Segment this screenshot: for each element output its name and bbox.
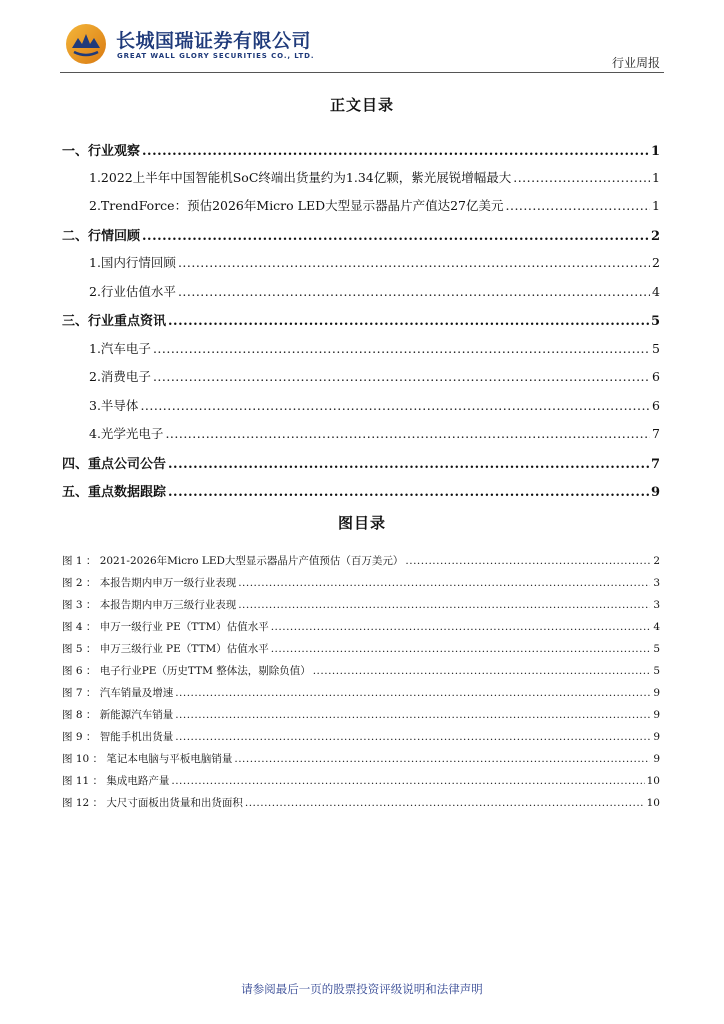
figure-entry-label: 图 12 ： 大尺寸面板出货量和出货面积 [62, 797, 243, 809]
toc-entry-label: 3.半导体 [89, 398, 139, 413]
toc-entry[interactable] [89, 282, 660, 300]
page-footer-disclaimer: 请参阅最后一页的股票投资评级说明和法律声明 [241, 982, 483, 996]
toc-entry-page: 5 [652, 341, 660, 356]
toc-entry-label: 二、行情回顾 [62, 229, 141, 244]
great-wall-logo-icon [64, 22, 108, 66]
figure-entry-label: 图 3 ： 本报告期内申万三级行业表现 [62, 599, 237, 611]
toc-entry-page: 1 [652, 170, 660, 185]
company-name-en: GREAT WALL GLORY SECURITIES CO., LTD. [117, 52, 315, 60]
dot-leader [153, 341, 650, 356]
figure-entry[interactable] [62, 751, 660, 766]
figure-entry-label: 图 8 ： 新能源汽车销量 [62, 709, 174, 721]
dot-leader [271, 643, 650, 655]
dot-leader [175, 731, 650, 743]
toc-entry-label: 2.行业估值水平 [89, 284, 176, 299]
figure-entry[interactable] [62, 619, 660, 634]
toc-entry-page: 2 [652, 255, 660, 270]
dot-leader [175, 709, 650, 721]
figure-entry-page: 9 [653, 687, 660, 699]
figure-entry[interactable] [62, 773, 660, 788]
toc-entry[interactable] [62, 225, 660, 244]
figure-entry[interactable] [62, 685, 660, 700]
figure-entry[interactable] [62, 707, 660, 722]
toc-entry-label: 2.TrendForce：预估2026年Micro LED大型显示器晶片产值达27亿美元 [89, 198, 504, 213]
toc-entry[interactable] [89, 253, 660, 271]
dot-leader [171, 775, 644, 787]
toc-entry-page: 1 [650, 144, 660, 159]
header-divider [60, 72, 664, 73]
dot-leader [140, 398, 650, 413]
dot-leader [513, 170, 650, 185]
figure-entry-label: 图 6 ： 电子行业PE（历史TTM 整体法，剔除负值） [62, 665, 311, 677]
toc-entry-label: 一、行业观察 [62, 144, 141, 159]
toc-entry-label: 4.光学光电子 [89, 426, 164, 441]
figure-entry-page: 5 [653, 643, 660, 655]
figure-entry-page: 9 [653, 731, 660, 743]
document-type: 行业周报 [611, 56, 660, 70]
toc-title: 正文目录 [329, 96, 394, 114]
figure-entry-label: 图 2 ： 本报告期内申万一级行业表现 [62, 577, 237, 589]
figure-entry[interactable] [62, 795, 660, 810]
figure-entry-page: 10 [646, 775, 660, 787]
toc-entry-label: 五、重点数据跟踪 [62, 485, 167, 500]
figure-toc-title: 图目录 [337, 514, 386, 532]
dot-leader [142, 229, 649, 244]
dot-leader [142, 144, 649, 159]
dot-leader [165, 426, 650, 441]
toc-entry[interactable] [62, 453, 660, 472]
toc-entry-page: 5 [650, 314, 660, 329]
toc-entry-label: 2.消费电子 [89, 369, 151, 384]
dot-leader [238, 577, 650, 589]
dot-leader [178, 284, 650, 299]
dot-leader [245, 797, 645, 809]
toc-entry-page: 2 [650, 229, 660, 244]
dot-leader [313, 665, 650, 677]
figure-entry-page: 2 [653, 555, 660, 567]
toc-entry[interactable] [89, 196, 660, 214]
figure-entry[interactable] [62, 729, 660, 744]
toc-entry-label: 1.国内行情回顾 [89, 255, 176, 270]
page-header [60, 20, 664, 72]
toc-entry-page: 1 [652, 198, 660, 213]
figure-entry-page: 5 [653, 665, 660, 677]
toc-entry-page: 9 [650, 485, 660, 500]
toc-entry-page: 4 [652, 284, 660, 299]
toc-entry[interactable] [89, 396, 660, 414]
toc-entry[interactable] [62, 481, 660, 500]
dot-leader [153, 369, 650, 384]
dot-leader [168, 314, 649, 329]
toc-entry[interactable] [89, 424, 660, 442]
figure-entry-page: 9 [653, 753, 660, 765]
toc-entry[interactable] [62, 310, 660, 329]
dot-leader [506, 198, 650, 213]
figure-entry-label: 图 9 ： 智能手机出货量 [62, 731, 174, 743]
toc-entry-page: 7 [652, 426, 660, 441]
toc-entry-page: 6 [652, 398, 660, 413]
figure-entry-label: 图 11 ： 集成电路产量 [62, 775, 170, 787]
toc-entry[interactable] [62, 140, 660, 159]
toc-entry-label: 四、重点公司公告 [62, 457, 167, 472]
dot-leader [405, 555, 650, 567]
figure-entry-page: 3 [653, 599, 660, 611]
toc-entry[interactable] [89, 168, 660, 186]
figure-entry-page: 3 [653, 577, 660, 589]
figure-entry-label: 图 1 ： 2021-2026年Micro LED大型显示器晶片产值预估（百万美元） [62, 555, 404, 567]
figure-entry-page: 10 [646, 797, 660, 809]
company-name-cn: 长城国瑞证券有限公司 [116, 30, 312, 52]
toc-entry[interactable] [89, 367, 660, 385]
dot-leader [175, 687, 650, 699]
figure-entry-label: 图 5 ： 申万三级行业 PE（TTM）估值水平 [62, 643, 269, 655]
figure-entry-label: 图 10 ： 笔记本电脑与平板电脑销量 [62, 753, 233, 765]
figure-entry[interactable] [62, 597, 660, 612]
toc-entry-page: 7 [650, 457, 660, 472]
toc-entry-label: 三、行业重点资讯 [62, 314, 167, 329]
dot-leader [271, 621, 650, 633]
figure-entry-label: 图 7 ： 汽车销量及增速 [62, 687, 174, 699]
dot-leader [178, 255, 650, 270]
dot-leader [238, 599, 650, 611]
figure-entry[interactable] [62, 641, 660, 656]
figure-entry[interactable] [62, 553, 660, 568]
dot-leader [168, 457, 649, 472]
toc-entry-label: 1.汽车电子 [89, 341, 151, 356]
figure-entry[interactable] [62, 663, 660, 678]
dot-leader [234, 753, 650, 765]
figure-entry[interactable] [62, 575, 660, 590]
figure-entry-page: 9 [653, 709, 660, 721]
toc-entry-label: 1.2022上半年中国智能机SoC终端出货量约为1.34亿颗，紫光展锐增幅最大 [89, 170, 512, 185]
figure-entry-label: 图 4 ： 申万一级行业 PE（TTM）估值水平 [62, 621, 269, 633]
toc-entry-page: 6 [652, 369, 660, 384]
dot-leader [168, 485, 649, 500]
toc-entry[interactable] [89, 339, 660, 357]
figure-entry-page: 4 [653, 621, 660, 633]
